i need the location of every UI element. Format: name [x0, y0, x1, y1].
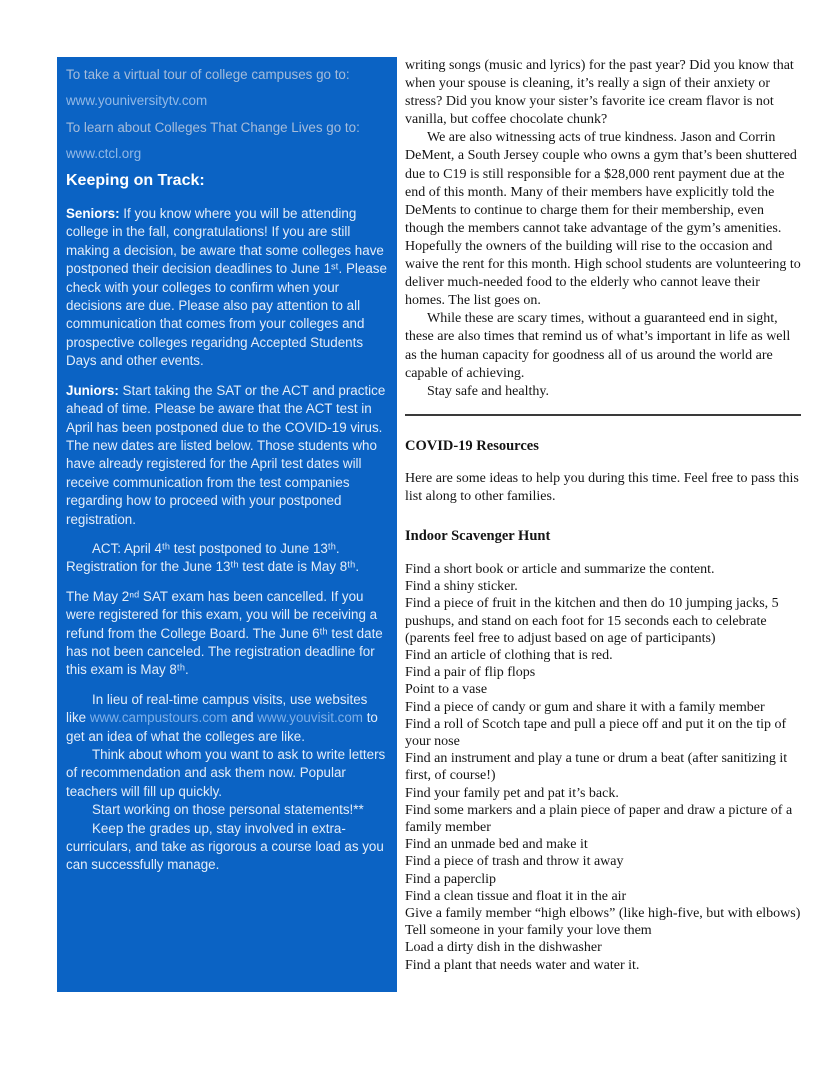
campus-visits-paragraph: [66, 691, 388, 746]
virtual-tour-text: To take a virtual tour of college campuses go to:: [66, 67, 350, 82]
ctcl-link[interactable]: www.ctcl.org: [66, 146, 142, 162]
bold-lead-label: Juniors:: [66, 382, 119, 398]
story-paragraph-2: We are also witnessing acts of true kindness. Jason and Corrin DeMent, a South Jersey couple who owns a gym that’s been shuttered due to C19 is still responsible for a $28,000 rent payment due at the end of this month. Many of their members have explicitly told the DeMents to continue to charge them for their membership, even though the members cannot take advantage of the gym’s amenities. Hopefully the owners of the building will rise to the occasion and waive the rent for this month. High school students are volunteering to deliver much-needed food to the elderly who cannot leave their homes. The list goes on.: [405, 130, 801, 309]
bold-lead-label: Seniors:: [66, 206, 120, 222]
sat-dates-paragraph: The May 2ⁿᵈ SAT exam has been cancelled. If you were registered for this exam, you will be receiving a refund from the College Board. The June 6ᵗʰ test date has not been canceled. The registration deadline for this exam is May 8ᵗʰ.: [66, 588, 383, 678]
scavenger-list: [405, 561, 801, 974]
scavenger-item: Find a roll of Scotch tape and pull a piece off and put it on the tip of your nose: [405, 716, 787, 749]
story-paragraph-1: writing songs (music and lyrics) for the past year? Did you know that when your spouse is cleaning, it’s really a sign of their anxiety or stress? Did you know your sister’s favorite ice cream flavor is not vanilla, but coffee chocolate chunk?: [405, 58, 794, 128]
scavenger-item: Load a dirty dish in the dishwasher: [405, 940, 602, 956]
grades-paragraph: Keep the grades up, stay involved in extra-curriculars, and take as rigorous a course load as you can successfully manage.: [66, 820, 384, 873]
article-column: [405, 57, 801, 974]
story-paragraph-4: Stay safe and healthy.: [427, 383, 549, 399]
text-segment: In lieu of real-time campus visits, use websites like: [66, 691, 368, 726]
inline-link[interactable]: www.campustours.com: [89, 710, 228, 726]
scavenger-item: Find a plant that needs water and water it.: [405, 957, 640, 973]
scavenger-item: Find a pair of flip flops: [405, 665, 536, 681]
scavenger-item: Find a paperclip: [405, 871, 496, 887]
covid-resources-heading: COVID-19 Resources: [405, 437, 539, 454]
juniors-paragraph: [66, 382, 388, 529]
scavenger-item: Find an instrument and play a tune or drum a beat (after sanitizing it first, of course!): [405, 751, 788, 784]
keeping-on-track-heading: Keeping on Track:: [66, 171, 205, 189]
scavenger-item: Find a piece of fruit in the kitchen and then do 10 jumping jacks, 5 pushups, and stand on each foot for 15 seconds each to celebrate (parents feel free to adjust based on age of participants): [405, 596, 779, 646]
personal-statements-paragraph: Start working on those personal statements!**: [92, 802, 364, 818]
scavenger-item: Point to a vase: [405, 682, 488, 698]
scavenger-item: Find a short book or article and summarize the content.: [405, 561, 715, 577]
story-paragraph-3: While these are scary times, without a guaranteed end in sight, these are also times that remind us of what’s important in life as well as the human capacity for goodness all of us around the world are capable of achieving.: [405, 311, 791, 381]
scavenger-item: Find some markers and a plain piece of paper and draw a picture of a family member: [405, 802, 793, 836]
seniors-paragraph: [66, 205, 388, 371]
text-segment: to get an idea of what the colleges are like.: [66, 710, 378, 744]
recommendation-paragraph: Think about whom you want to ask to write letters of recommendation and ask them now. Popular teachers will fill up quickly.: [66, 747, 386, 799]
scavenger-hunt-heading: Indoor Scavenger Hunt: [405, 527, 551, 544]
section-divider: [405, 414, 801, 416]
college-info-panel: [57, 57, 397, 992]
text-segment: Start taking the SAT or the ACT and practice ahead of time. Please be aware that the ACT test in April has been postponed due to the COVID-19 virus. The new dates are listed below. Those students who have already registered for the April test dates will receive communication from the test companies regarding how to proceed with your postponed registration.: [66, 382, 386, 527]
scavenger-item: Tell someone in your family your love them: [405, 923, 652, 939]
scavenger-item: Find a clean tissue and float it in the air: [405, 888, 627, 904]
scavenger-item: Find an unmade bed and make it: [405, 837, 588, 853]
scavenger-item: Find an article of clothing that is red.: [405, 647, 613, 663]
scavenger-item: Give a family member “high elbows” (like high-five, but with elbows): [405, 906, 801, 922]
scavenger-item: Find your family pet and pat it’s back.: [405, 785, 619, 801]
inline-link[interactable]: www.youvisit.com: [257, 710, 363, 726]
text-segment: If you know where you will be attending college in the fall, congratulations! If you are still making a decision, be aware that some colleges have postponed their decision deadlines to June 1ˢᵗ. Please check with your colleges to confirm when your decisions are due. Please also pay attention to all communication that comes from your colleges and prospective colleges regaridng Accepted Students Days and other events.: [66, 206, 387, 369]
ctcl-text: To learn about Colleges That Change Lives go to:: [66, 119, 360, 135]
scavenger-item: Find a piece of candy or gum and share it with a family member: [405, 699, 765, 715]
scavenger-item: Find a piece of trash and throw it away: [405, 854, 624, 870]
scavenger-item: Find a shiny sticker.: [405, 579, 518, 595]
text-segment: and: [227, 710, 258, 726]
covid-intro-paragraph: Here are some ideas to help you during this time. Feel free to pass this list along to other families.: [405, 470, 799, 504]
youniversitytv-link[interactable]: www.youniversitytv.com: [66, 93, 208, 109]
act-dates-paragraph: ACT: April 4ᵗʰ test postponed to June 13ᵗʰ. Registration for the June 13ᵗʰ test date is May 8ᵗʰ.: [66, 540, 360, 575]
